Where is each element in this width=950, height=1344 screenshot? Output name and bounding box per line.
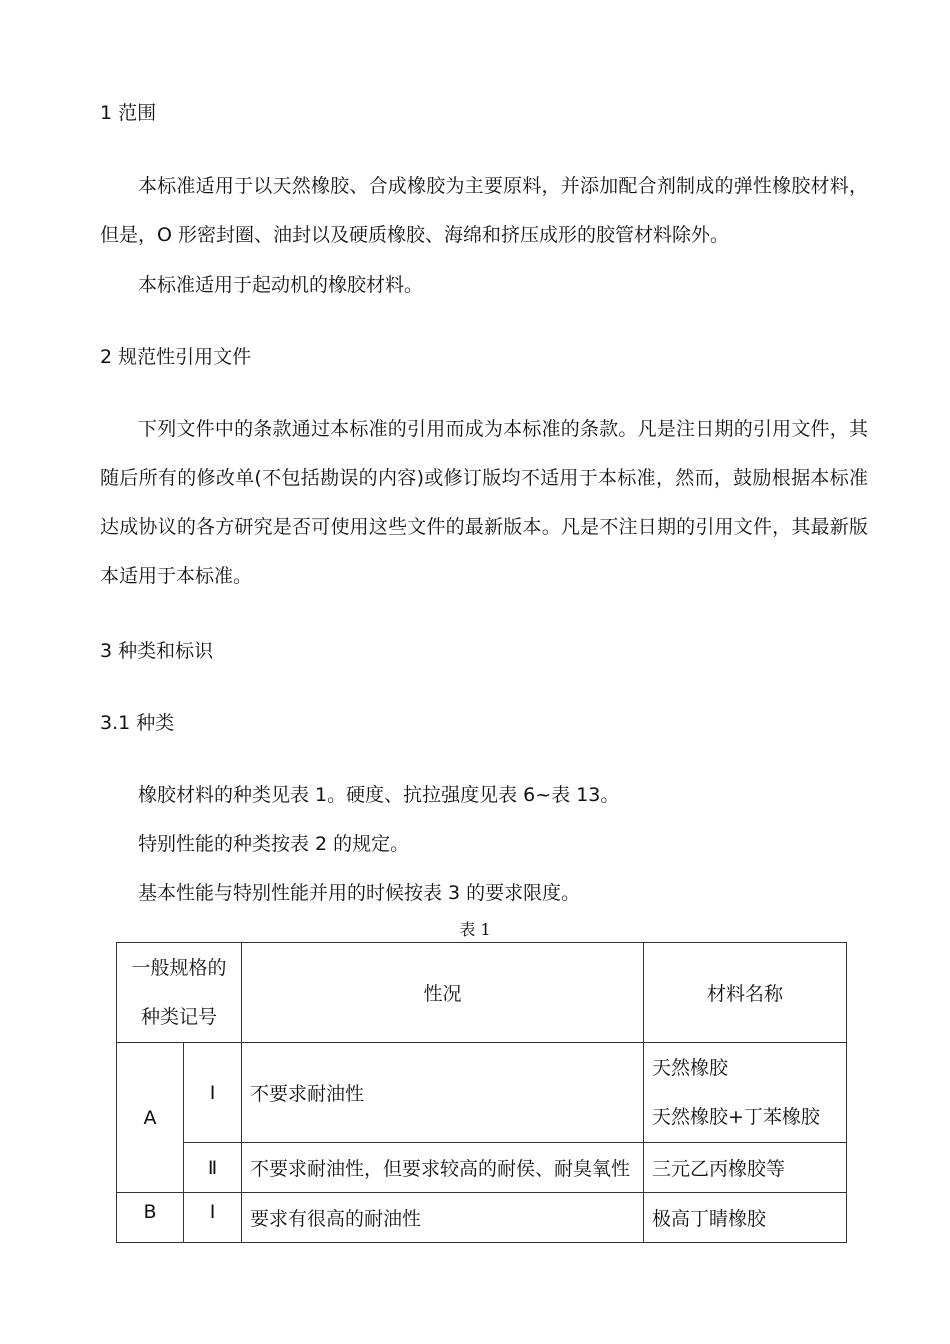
group-cell: B (117, 1193, 184, 1243)
material-line1: 天然橡胶 (652, 1056, 729, 1079)
section-3-1-paragraph-2: 特别性能的种类按表 2 的规定。 (138, 833, 410, 855)
section-3-1-paragraph-3: 基本性能与特别性能并用的时候按表 3 的要求限度。 (138, 882, 581, 904)
table-1 (116, 942, 847, 1243)
material-line2: 天然橡胶+丁苯橡胶 (652, 1105, 820, 1128)
sub-cell: Ⅰ (184, 1043, 242, 1143)
property-cell: 要求有很高的耐油性 (242, 1193, 644, 1243)
header-material: 材料名称 (644, 943, 847, 1043)
table-header-row (117, 943, 847, 1043)
material-cell: 极高丁睛橡胶 (644, 1193, 847, 1243)
section-1-paragraph-2: 本标准适用于起动机的橡胶材料。 (138, 274, 424, 296)
property-cell: 不要求耐油性，但要求较高的耐侯、耐臭氧性 (242, 1143, 644, 1193)
property-cell: 不要求耐油性 (242, 1043, 644, 1143)
section-3-1-paragraph-1: 橡胶材料的种类见表 1。硬度、抗拉强度见表 6~表 13。 (138, 784, 620, 806)
header-type-code-line2: 种类记号 (141, 1005, 218, 1028)
section-2-paragraph-1: 下列文件中的条款通过本标准的引用而成为本标准的条款。凡是注日期的引用文件，其随后所有的修改单(不包括勘误的内容)或修订版均不适用于本标准，然而，鼓励根据本标准达成协议的各方研究是否可使用这些文件的最新版本。凡是不注日期的引用文件，其最新版本适用于本标准。 (100, 418, 868, 587)
section-1-paragraph-1: 本标准适用于以天然橡胶、合成橡胶为主要原料，并添加配合剂制成的弹性橡胶材料，但是，O 形密封圈、油封以及硬质橡胶、海绵和挤压成形的胶管材料除外。 (100, 175, 868, 246)
table-1-caption: 表 1 (459, 920, 491, 939)
section-3-1-title: 3.1 种类 (100, 712, 175, 734)
table-row (117, 1193, 847, 1243)
sub-cell: Ⅱ (184, 1143, 242, 1193)
header-property: 性况 (242, 943, 644, 1043)
header-type-code-line1: 一般规格的 (131, 956, 227, 979)
sub-cell: Ⅰ (184, 1193, 242, 1243)
material-cell: 三元乙丙橡胶等 (644, 1143, 847, 1193)
table-row (117, 1143, 847, 1193)
table-row (117, 1043, 847, 1143)
header-type-code (117, 943, 242, 1043)
section-1-title: 1 范围 (100, 102, 157, 124)
group-cell: A (117, 1043, 184, 1193)
section-2-title: 2 规范性引用文件 (100, 346, 252, 368)
section-3-title: 3 种类和标识 (100, 640, 214, 662)
material-cell (644, 1043, 847, 1143)
